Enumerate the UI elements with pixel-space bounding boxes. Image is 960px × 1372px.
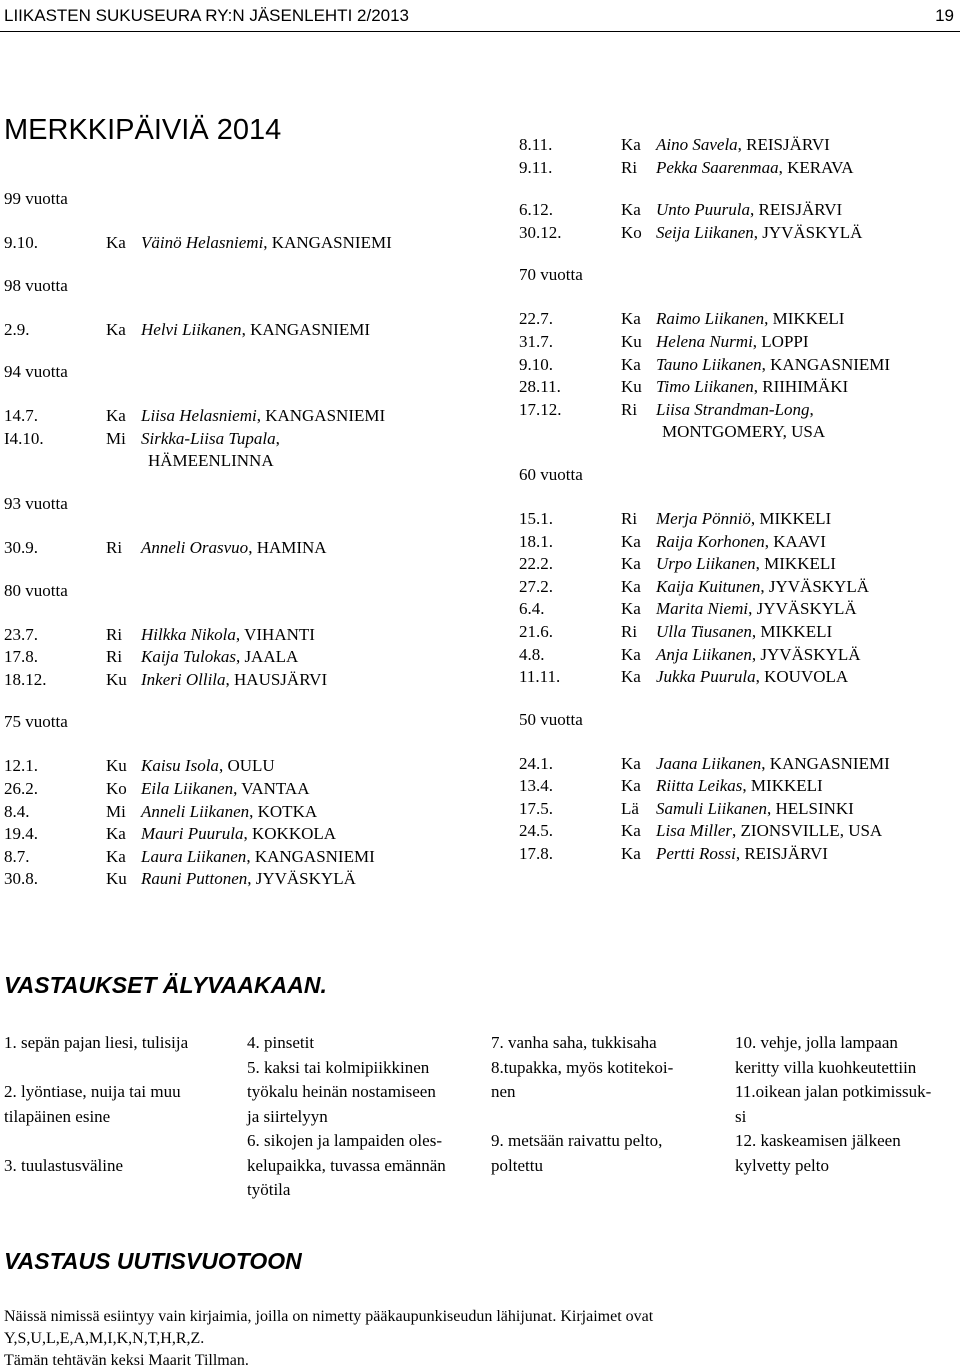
row-person — [656, 820, 882, 843]
birthday-row — [519, 820, 959, 843]
row-person — [141, 537, 327, 560]
row-date: 9.10. — [4, 233, 38, 252]
birthday-section — [4, 361, 474, 473]
person-place: , ZIONSVILLE, USA — [732, 821, 883, 841]
row-region-code: Ri — [106, 537, 123, 557]
birthday-row — [519, 376, 959, 399]
birthday-row — [519, 354, 959, 377]
person-place: , RIIHIMÄKI — [753, 377, 849, 397]
person-name: Merja Pönniö — [656, 508, 751, 528]
age-heading: 94 vuotta — [4, 362, 68, 382]
row-region-code: Ka — [621, 844, 641, 864]
row-date: 24.5. — [519, 821, 553, 841]
row-date: 24.1. — [519, 753, 553, 773]
answer-line: 1. sepän pajan liesi, tulisija — [4, 1033, 189, 1052]
row-person — [656, 644, 860, 667]
person-place: , MIKKELI — [764, 309, 845, 329]
row-person — [656, 508, 831, 531]
row-person — [656, 531, 826, 554]
person-name: Helvi Liikanen — [141, 319, 242, 339]
row-person — [141, 624, 315, 647]
page-header — [0, 0, 960, 30]
row-region-code: Mi — [106, 801, 126, 821]
person-place: , — [275, 428, 280, 448]
person-name: Kaija Tulokas — [141, 647, 236, 667]
person-place: , LOPPI — [752, 331, 809, 351]
row-region-code: Ri — [621, 399, 638, 419]
row-region-code: Ka — [621, 599, 641, 619]
answer-line: tilapäinen esine — [4, 1106, 111, 1126]
person-place: , MIKKELI — [750, 508, 832, 528]
person-name: Anneli Orasvuo — [141, 537, 249, 557]
row-region-code: Ri — [621, 621, 638, 641]
row-date: 21.6. — [519, 621, 553, 641]
row-region-code: Ka — [621, 531, 641, 551]
row-region-code: Ri — [621, 508, 638, 528]
row-person — [141, 646, 298, 669]
person-name: Mauri Puurula — [141, 824, 244, 844]
row-region-code: Ku — [621, 331, 642, 351]
birthday-section — [4, 275, 474, 342]
person-place: , REISJÄRVI — [749, 200, 843, 220]
answer-line — [4, 1129, 188, 1154]
person-name: Lisa Miller — [656, 821, 733, 841]
birthday-row — [4, 232, 474, 255]
birthday-section — [4, 580, 474, 692]
row-date: 19.4. — [4, 824, 38, 844]
left-column — [4, 188, 474, 891]
person-name: Riitta Leikas — [656, 776, 743, 796]
person-place: , KANGASNIEMI — [241, 319, 371, 339]
row-person — [656, 134, 830, 157]
person-name: Sirkka-Liisa Tupala — [141, 428, 276, 448]
answer-line: si — [735, 1106, 747, 1126]
main-title: MERKKIPÄIVIÄ 2014 — [4, 114, 282, 146]
birthday-row — [519, 222, 959, 245]
row-date: 22.2. — [519, 554, 553, 574]
birthday-row — [519, 644, 959, 667]
row-person — [656, 775, 823, 798]
row-date: 27.2. — [519, 576, 553, 596]
birthday-row — [4, 846, 474, 869]
birthday-row — [519, 134, 959, 157]
person-place: , JYVÄSKYLÄ — [748, 599, 857, 619]
person-place: , MIKKELI — [751, 621, 833, 641]
row-person — [656, 308, 844, 331]
row-date: 8.7. — [4, 846, 30, 866]
person-place: , JYVÄSKYLÄ — [753, 222, 863, 242]
person-place: , KANGASNIEMI — [256, 406, 386, 426]
row-region-code: Mi — [106, 428, 126, 448]
row-continuation — [519, 421, 959, 444]
age-heading: 98 vuotta — [4, 275, 68, 295]
birthday-row — [519, 666, 959, 689]
birthday-section — [4, 711, 474, 891]
age-heading: 70 vuotta — [519, 265, 583, 285]
news-line: Näissä nimissä esiintyy vain kirjaimia, joilla on nimetty pääkaupunkiseudun lähijunat. Kirjaimet ovat — [4, 1308, 654, 1325]
person-name: Jukka Puurula — [656, 667, 756, 687]
birthday-section — [519, 709, 959, 866]
row-date: 2.9. — [4, 319, 30, 339]
person-place: , JAALA — [235, 647, 299, 667]
birthday-row — [519, 399, 959, 422]
answer-line: 12. kaskeamisen jälkeen — [735, 1131, 901, 1150]
row-date: 14.7. — [4, 406, 38, 426]
header-rule — [0, 31, 960, 32]
person-place: , VIHANTI — [235, 624, 315, 644]
row-region-code: Ka — [621, 576, 641, 596]
row-date: 23.7. — [4, 624, 38, 644]
person-name: Urpo Liikanen — [656, 554, 756, 574]
row-region-code: Ka — [621, 821, 641, 841]
birthday-row — [519, 308, 959, 331]
row-date: 11.11. — [519, 667, 561, 687]
row-date: 6.12. — [519, 200, 553, 220]
person-place: , HELSINKI — [766, 798, 854, 818]
row-date: 4.8. — [519, 644, 545, 664]
person-name: Pekka Saarenmaa — [656, 157, 779, 177]
birthday-row — [4, 646, 474, 669]
row-region-code: Ri — [106, 647, 123, 667]
answer-line: 2. lyöntiase, nuija tai muu — [4, 1082, 181, 1101]
birthday-row — [4, 778, 474, 801]
row-date: 18.12. — [4, 669, 47, 689]
row-date: 17.12. — [519, 399, 562, 419]
row-person — [141, 428, 280, 451]
person-name: Raimo Liikanen — [656, 309, 765, 329]
row-region-code: Ri — [621, 157, 638, 177]
answer-line: 7. vanha saha, tukkisaha — [491, 1033, 657, 1052]
person-name: Jaana Liikanen — [656, 753, 762, 773]
person-place: , KANGASNIEMI — [761, 753, 890, 773]
person-name: Liisa Helasniemi — [141, 406, 257, 426]
person-place: , KANGASNIEMI — [246, 846, 375, 866]
row-person — [656, 666, 848, 689]
right-column — [519, 134, 959, 866]
person-place: , KAAVI — [764, 531, 826, 551]
person-name: Seija Liikanen — [656, 222, 754, 242]
row-person — [141, 801, 317, 824]
row-person — [656, 376, 848, 399]
person-name: Hilkka Nikola — [141, 624, 236, 644]
row-date: 28.11. — [519, 377, 561, 397]
person-place: , REISJÄRVI — [735, 844, 828, 864]
row-date: 17.5. — [519, 798, 553, 818]
row-date: I4.10. — [4, 428, 44, 448]
answer-line: työkalu heinän nostamiseen — [247, 1082, 436, 1101]
birthday-section — [519, 199, 959, 244]
person-name: Unto Puurula — [656, 200, 750, 220]
birthday-row — [4, 537, 474, 560]
answer-line: 4. pinsetit — [247, 1033, 315, 1052]
row-person — [656, 399, 814, 422]
person-place: , REISJÄRVI — [737, 135, 830, 154]
birthday-section — [519, 264, 959, 444]
person-place: , KOUVOLA — [755, 667, 849, 687]
person-place-cont: HÄMEENLINNA — [148, 451, 274, 471]
person-name: Timo Liikanen — [656, 377, 754, 397]
row-region-code: Ko — [106, 778, 127, 798]
person-name: Pertti Rossi — [656, 844, 736, 864]
answer-line: poltettu — [491, 1155, 543, 1175]
row-region-code: Ku — [106, 756, 127, 776]
news-title: VASTAUS UUTISVUOTOON — [4, 1248, 302, 1274]
birthday-section — [519, 134, 959, 179]
birthday-row — [4, 868, 474, 891]
row-date: 31.7. — [519, 331, 553, 351]
answer-line: 11.oikean jalan potkimissuk- — [735, 1082, 932, 1101]
row-person — [141, 405, 385, 428]
page-number: 19 — [935, 6, 954, 25]
birthday-row — [519, 843, 959, 866]
age-heading: 93 vuotta — [4, 493, 68, 513]
birthday-row — [4, 624, 474, 647]
birthday-row — [4, 428, 474, 451]
answer-line: 5. kaksi tai kolmipiikkinen — [247, 1057, 430, 1077]
row-person — [656, 199, 842, 222]
birthday-row — [519, 621, 959, 644]
row-region-code: Ku — [621, 377, 642, 397]
answer-line: työtila — [247, 1180, 291, 1199]
row-person — [141, 823, 336, 846]
person-name: Väinö Helasniemi — [141, 233, 264, 252]
row-person — [656, 598, 857, 621]
row-date: 12.1. — [4, 756, 38, 776]
birthday-row — [519, 553, 959, 576]
row-date: 6.4. — [519, 599, 545, 619]
answer-line: 8.tupakka, myös kotitekoi- — [491, 1057, 674, 1077]
person-place: , MIKKELI — [755, 554, 836, 574]
person-name: Helena Nurmi — [656, 331, 753, 351]
answers-col-2 — [247, 1031, 446, 1203]
person-name: Raija Korhonen — [656, 531, 765, 551]
answers-col-3 — [491, 1031, 673, 1178]
row-region-code: Ka — [106, 319, 126, 339]
row-date: 15.1. — [519, 508, 553, 528]
answers-col-4 — [735, 1031, 931, 1178]
row-date: 13.4. — [519, 776, 553, 796]
row-region-code: Ka — [621, 309, 641, 329]
answer-line — [4, 1056, 188, 1081]
person-name: Kaisu Isola — [141, 756, 219, 776]
row-person — [656, 621, 832, 644]
person-place: , KANGASNIEMI — [263, 233, 392, 252]
row-person — [141, 868, 356, 891]
row-region-code: Ka — [106, 846, 126, 866]
person-place: , KOKKOLA — [243, 824, 337, 844]
age-heading: 99 vuotta — [4, 189, 68, 208]
row-date: 17.8. — [519, 844, 553, 864]
row-person — [141, 778, 310, 801]
answer-line: nen — [491, 1082, 516, 1101]
birthday-row — [4, 823, 474, 846]
answer-line: 9. metsään raivattu pelto, — [491, 1131, 663, 1150]
person-place-cont: MONTGOMERY, USA — [662, 422, 826, 442]
answers-title: VASTAUKSET ÄLYVAAKAAN. — [4, 972, 327, 998]
person-place: , OULU — [218, 756, 275, 776]
person-place: , KANGASNIEMI — [761, 354, 891, 374]
answer-line — [491, 1105, 673, 1130]
person-place: , JYVÄSKYLÄ — [760, 576, 869, 596]
birthday-row — [4, 669, 474, 692]
row-person — [656, 157, 854, 180]
row-region-code: Lä — [621, 798, 639, 818]
row-person — [141, 846, 375, 869]
row-date: 22.7. — [519, 309, 553, 329]
age-heading: 50 vuotta — [519, 709, 583, 729]
row-date: 17.8. — [4, 647, 38, 667]
person-name: Ulla Tiusanen — [656, 621, 752, 641]
row-person — [656, 354, 890, 377]
person-name: Inkeri Ollila — [141, 669, 226, 689]
age-heading: 60 vuotta — [519, 464, 583, 484]
birthday-row — [4, 755, 474, 778]
answer-line: ja siirtelyyn — [247, 1106, 328, 1126]
row-person — [656, 843, 828, 866]
row-date: 18.1. — [519, 531, 553, 551]
birthday-row — [519, 331, 959, 354]
birthday-row — [519, 157, 959, 180]
birthday-section — [4, 493, 474, 560]
row-region-code: Ka — [621, 753, 641, 773]
row-person — [656, 222, 862, 245]
row-person — [141, 669, 327, 692]
age-heading: 80 vuotta — [4, 580, 68, 600]
person-place: , MIKKELI — [742, 776, 823, 796]
person-place: , HAMINA — [248, 537, 327, 557]
news-line: Y,S,U,L,E,A,M,I,K,N,T,H,R,Z. — [4, 1330, 205, 1347]
row-person — [141, 232, 392, 255]
person-name: Tauno Liikanen — [656, 354, 762, 374]
row-region-code: Ka — [621, 776, 641, 796]
answer-line: kelupaikka, tuvassa emännän — [247, 1155, 446, 1175]
person-place: , JYVÄSKYLÄ — [247, 869, 356, 889]
row-region-code: Ka — [621, 200, 641, 220]
row-region-code: Ka — [621, 135, 641, 154]
answer-line: 3. tuulastusväline — [4, 1155, 123, 1175]
answer-line: keritty villa kuohkeutettiin — [735, 1057, 917, 1077]
row-date: 30.9. — [4, 537, 38, 557]
person-name: Aino Savela — [656, 135, 738, 154]
person-name: Liisa Strandman-Long — [656, 399, 810, 419]
row-region-code: Ku — [106, 869, 127, 889]
age-heading: 75 vuotta — [4, 712, 68, 732]
birthday-row — [519, 199, 959, 222]
row-person — [656, 553, 836, 576]
row-person — [656, 331, 809, 354]
row-date: 8.11. — [519, 135, 553, 154]
person-name: Samuli Liikanen — [656, 798, 767, 818]
birthday-row — [519, 775, 959, 798]
row-continuation — [4, 450, 474, 473]
news-line: Tämän tehtävän keksi Maarit Tillman. — [4, 1352, 249, 1369]
row-region-code: Ka — [621, 667, 641, 687]
person-name: Kaija Kuitunen — [656, 576, 761, 596]
person-place: , KOTKA — [249, 801, 318, 821]
row-person — [656, 753, 890, 776]
birthday-row — [519, 576, 959, 599]
person-name: Eila Liikanen — [141, 778, 234, 798]
row-date: 8.4. — [4, 801, 30, 821]
row-region-code: Ka — [106, 406, 126, 426]
birthday-row — [4, 319, 474, 342]
row-person — [141, 755, 275, 778]
row-region-code: Ri — [106, 624, 123, 644]
row-region-code: Ka — [106, 233, 126, 252]
row-region-code: Ka — [106, 824, 126, 844]
row-date: 30.8. — [4, 869, 38, 889]
birthday-row — [4, 801, 474, 824]
birthday-row — [519, 531, 959, 554]
row-date: 26.2. — [4, 778, 38, 798]
row-date: 30.12. — [519, 222, 562, 242]
person-name: Anneli Liikanen — [141, 801, 250, 821]
row-person — [656, 798, 854, 821]
person-name: Anja Liikanen — [656, 644, 752, 664]
answer-line: 10. vehje, jolla lampaan — [735, 1033, 898, 1052]
person-place: , JYVÄSKYLÄ — [751, 644, 861, 664]
birthday-section — [4, 188, 474, 255]
row-region-code: Ka — [621, 354, 641, 374]
row-region-code: Ka — [621, 644, 641, 664]
birthday-row — [4, 405, 474, 428]
person-name: Rauni Puttonen — [141, 869, 248, 889]
row-person — [141, 319, 370, 342]
news-text — [4, 1306, 653, 1372]
person-place: , VANTAA — [233, 778, 310, 798]
row-region-code: Ku — [106, 669, 127, 689]
birthday-section — [519, 464, 959, 689]
birthday-row — [519, 753, 959, 776]
person-place: , — [809, 399, 814, 419]
person-name: Marita Niemi — [656, 599, 749, 619]
row-date: 9.10. — [519, 354, 553, 374]
answer-line: kylvetty pelto — [735, 1155, 829, 1175]
row-region-code: Ka — [621, 554, 641, 574]
answers-col-1 — [4, 1031, 188, 1178]
answer-line: 6. sikojen ja lampaiden oles- — [247, 1131, 442, 1150]
birthday-row — [519, 508, 959, 531]
person-place: , HAUSJÄRVI — [225, 669, 328, 689]
birthday-row — [519, 598, 959, 621]
row-date: 9.11. — [519, 157, 553, 177]
birthday-row — [519, 798, 959, 821]
row-person — [656, 576, 869, 599]
header-title: LIIKASTEN SUKUSEURA RY:N JÄSENLEHTI 2/2013 — [4, 6, 410, 25]
person-name: Laura Liikanen — [141, 846, 247, 866]
person-place: , KERAVA — [778, 157, 854, 177]
row-region-code: Ko — [621, 222, 642, 242]
